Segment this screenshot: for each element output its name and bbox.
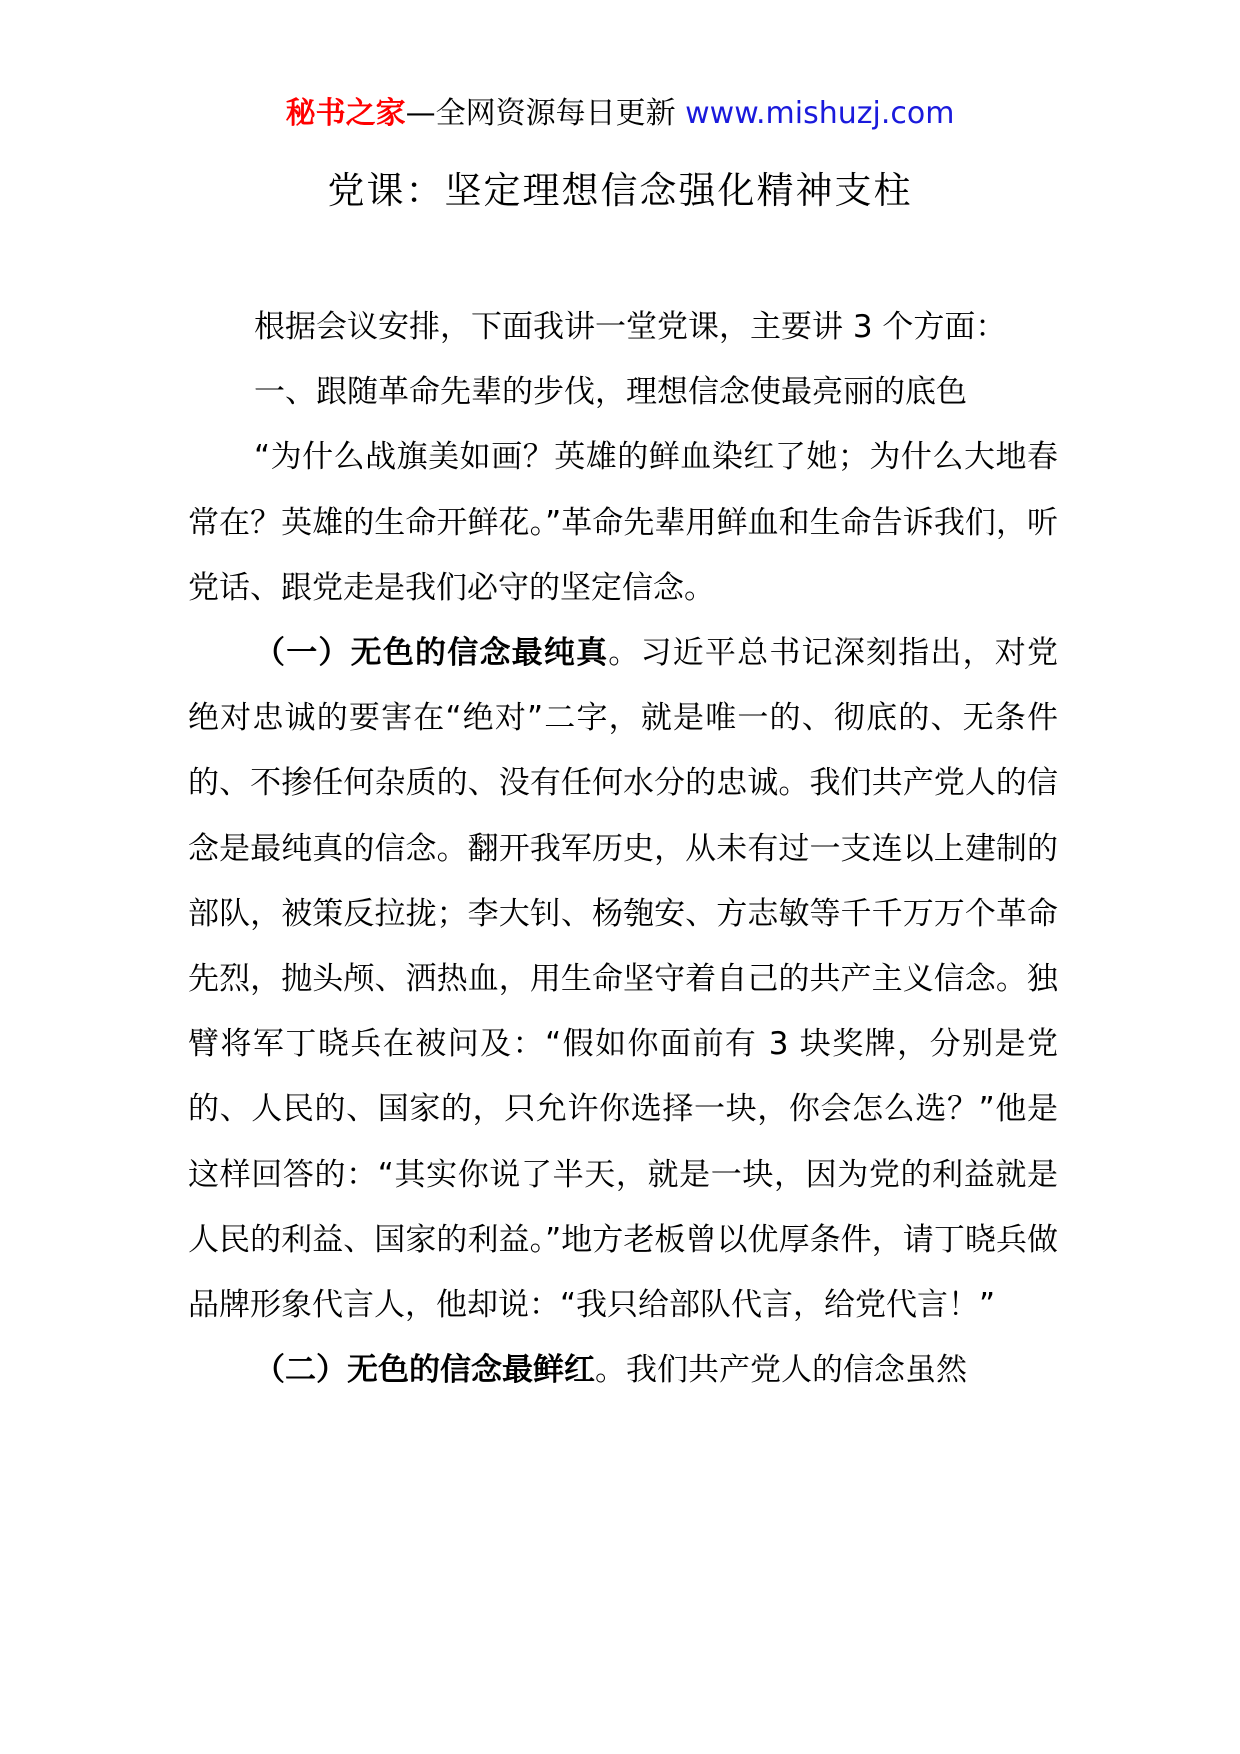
site-slogan: —全网资源每日更新 bbox=[405, 96, 676, 131]
subsection-2-heading: （二）无色的信念最鲜红 bbox=[254, 1352, 595, 1389]
site-header bbox=[0, 94, 1240, 134]
site-url-link[interactable]: www.mishuzj.com bbox=[685, 96, 955, 131]
document-body bbox=[188, 295, 1058, 1403]
intro-paragraph: 根据会议安排，下面我讲一堂党课，主要讲 3 个方面： bbox=[254, 309, 1007, 345]
document-title: 党课：坚定理想信念强化精神支柱 bbox=[327, 169, 913, 212]
subsection-1-paragraph bbox=[188, 621, 1058, 1338]
site-brand: 秘书之家 bbox=[285, 96, 406, 131]
section-1-paragraph: “为什么战旗美如画？英雄的鲜血染红了她；为什么大地春常在？英雄的生命开鲜花。”革命先辈用鲜血和生命告诉我们，听党话、跟党走是我们必守的坚定信念。 bbox=[188, 439, 1058, 606]
subsection-2-text: 。我们共产党人的信念虽然 bbox=[595, 1352, 967, 1389]
subsection-1-text: 。习近平总书记深刻指出，对党绝对忠诚的要害在“绝对”二字，就是唯一的、彻底的、无条件的、不掺任何杂质的、没有任何水分的忠诚。我们共产党人的信念是最纯真的信念。翻开我军历史，从未有过一支连以上建制的部队，被策反拉拢；李大钊、杨匏安、方志敏等千千万万个革命先烈，抛头颅、洒热血，用生命坚守着自己的共产主义信念。独臂将军丁晓兵在被问及：“假如你面前有 3 块奖牌，分别是党的、人民的、国家的，只允许你选择一块，你会怎么选？”他是这样回答的：“其实你说了半天，就是一块，因为党的利益就是人民的利益、国家的利益。”地方老板曾以优厚条件，请丁晓兵做品牌形象代言人，他却说：“我只给部队代言，给党代言！” bbox=[188, 635, 1059, 1324]
subsection-1-heading: （一）无色的信念最纯真 bbox=[254, 635, 609, 672]
section-1-heading: 一、跟随革命先辈的步伐，理想信念使最亮丽的底色 bbox=[254, 374, 967, 411]
subsection-2-paragraph bbox=[188, 1338, 1058, 1403]
